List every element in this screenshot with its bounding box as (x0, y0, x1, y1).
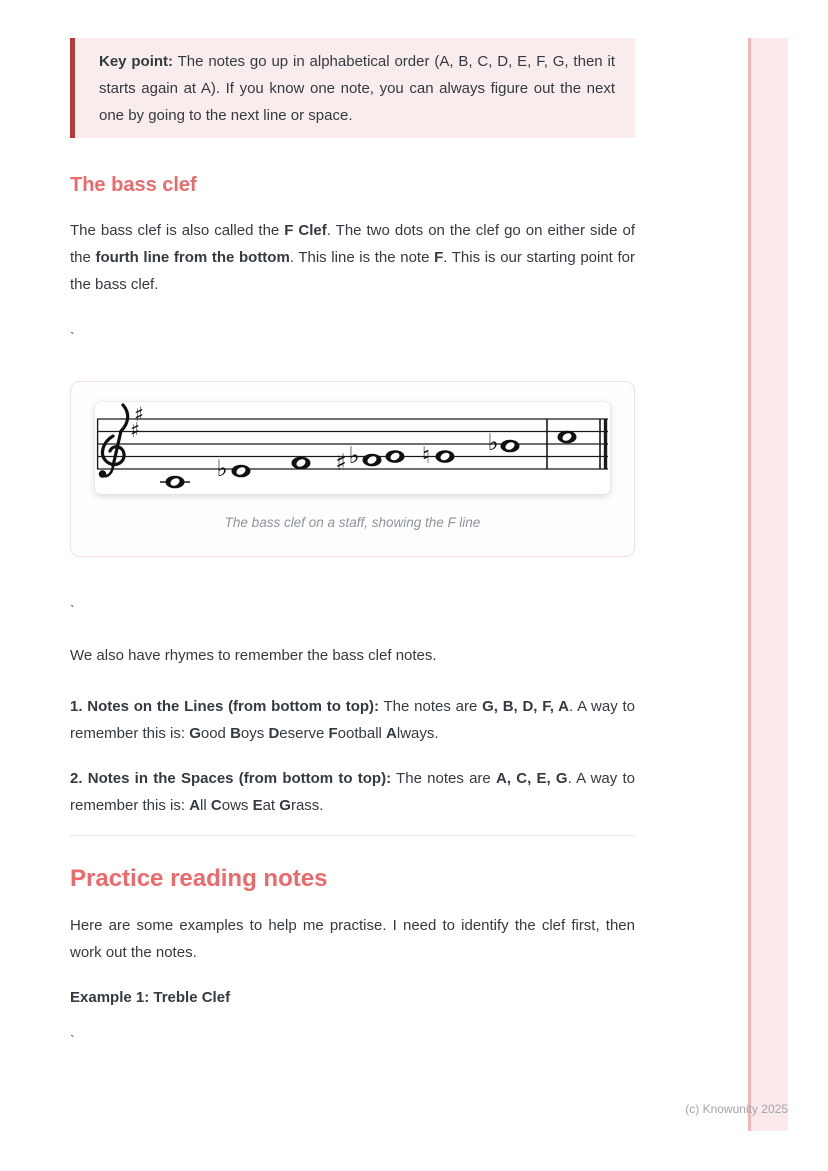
page-edge-stripe (748, 38, 788, 1131)
staff-figure (70, 381, 635, 557)
treble-clef-icon (99, 405, 128, 478)
stray-backtick-3: ` (70, 1032, 75, 1048)
sharp-icon: ♯ (134, 402, 144, 426)
staff-notation-svg (95, 402, 610, 494)
practice-paragraph: Here are some examples to help me practise. I need to identify the clef first, then work out the notes. (70, 917, 635, 961)
bass-clef-paragraph: The bass clef is also called the F Clef. The two dots on the clef go on either side of the fourth line from the bottom. This line is the note F. This is our starting point for the bass clef. (70, 222, 635, 293)
sharp-icon: ♯ (335, 450, 347, 476)
section-divider (70, 835, 635, 836)
section-heading-practice: Practice reading notes (70, 865, 328, 892)
rhyme-item-spaces: 2. Notes in the Spaces (from bottom to top): The notes are A, C, E, G. A way to remember this is: All Cows Eat Grass. (70, 770, 635, 814)
whole-note (232, 465, 251, 478)
staff-image (95, 402, 610, 494)
whole-note (436, 450, 455, 463)
whole-note (292, 457, 311, 470)
key-point-callout (70, 38, 635, 138)
whole-note (558, 431, 577, 444)
rhymes-intro: We also have rhymes to remember the bass clef notes. (70, 647, 437, 664)
whole-note (501, 440, 520, 453)
document-content (70, 0, 635, 1054)
stray-backtick-1: ` (70, 329, 75, 345)
flat-icon: ♭ (348, 443, 360, 469)
example-1-label: Example 1: Treble Clef (70, 989, 231, 1006)
sharp-icon: ♯ (130, 418, 140, 442)
key-point-text: Key point: The notes go up in alphabetical order (A, B, C, D, E, F, G, then it starts again at A). If you know one note, you can always figure out the next one by going to the next line or space. (99, 53, 615, 124)
stray-backtick-2: ` (70, 602, 75, 618)
natural-icon: ♮ (421, 443, 431, 469)
whole-note (160, 476, 190, 489)
whole-note (363, 454, 382, 467)
rhyme-item-lines: 1. Notes on the Lines (from bottom to top): The notes are G, B, D, F, A. A way to remember this is: Good Boys Deserve Football Always. (70, 698, 635, 742)
key-signature (130, 402, 144, 442)
figure-caption: The bass clef on a staff, showing the F line (224, 515, 481, 530)
flat-icon: ♭ (216, 456, 228, 482)
flat-icon: ♭ (487, 430, 499, 456)
section-heading-bass-clef: The bass clef (70, 174, 197, 196)
copyright-footer: (c) Knowunity 2025 (685, 1102, 788, 1116)
whole-note (386, 450, 405, 463)
